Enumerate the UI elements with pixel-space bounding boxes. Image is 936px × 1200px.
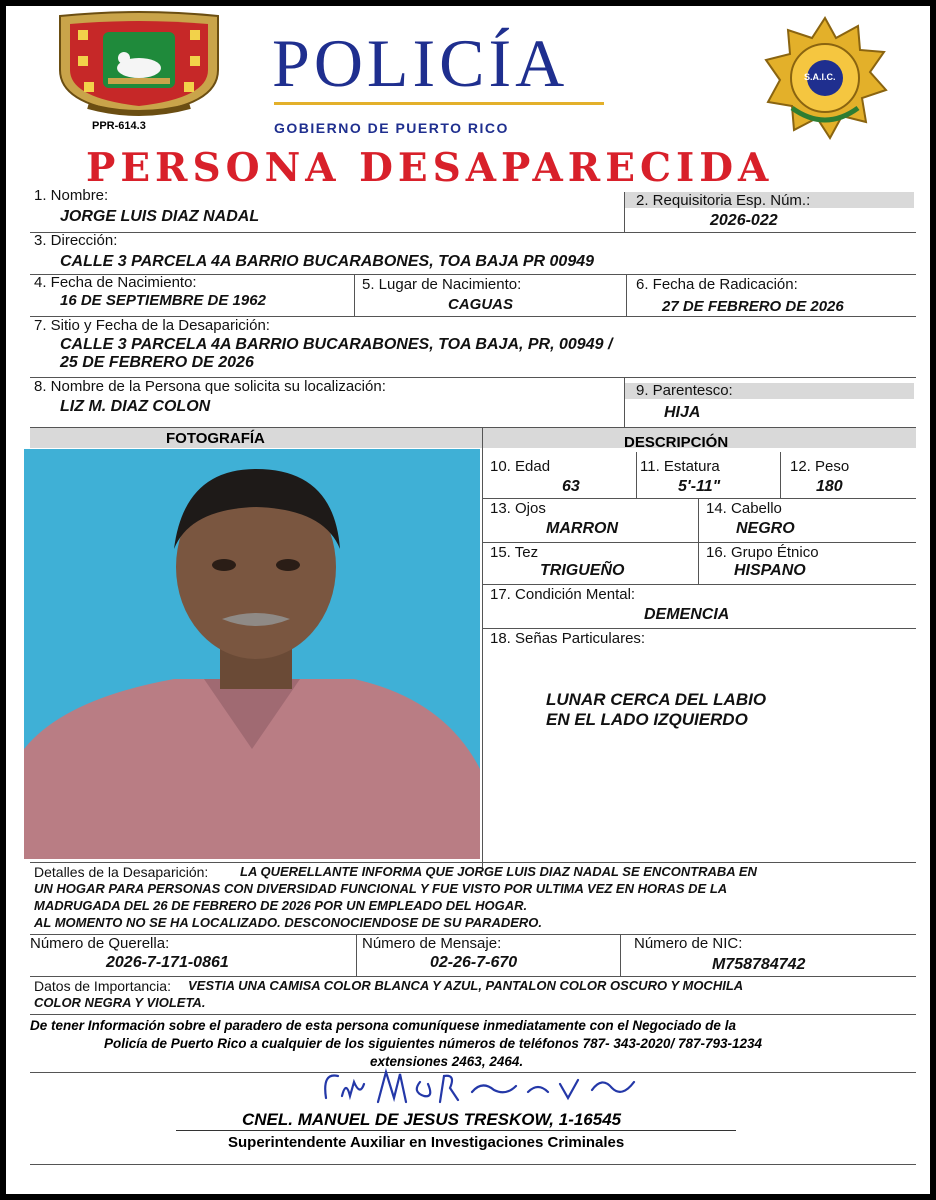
detalles-line2: UN HOGAR PARA PERSONAS CON DIVERSIDAD FUNCIONAL Y FUE VISTO POR ULTIMA VEZ EN HORAS DE LA — [34, 881, 728, 896]
title-gold-rule — [274, 102, 604, 105]
value-parentesco: HIJA — [664, 404, 701, 421]
label-querella: Número de Querella: — [30, 935, 170, 952]
value-senas-line1: LUNAR CERCA DEL LABIO — [546, 690, 767, 709]
divider — [698, 498, 699, 542]
divider — [624, 378, 625, 428]
badge-center-text: S.A.I.C. — [804, 72, 836, 82]
value-sitio-fecha-line2: 25 DE FEBRERO DE 2026 — [60, 354, 254, 371]
label-ojos: 13. Ojos — [490, 500, 546, 517]
value-grupo-etnico: HISPANO — [734, 562, 806, 579]
divider — [482, 498, 916, 499]
value-nombre: JORGE LUIS DIAZ NADAL — [60, 208, 260, 225]
missing-person-flyer — [6, 6, 930, 1194]
detalles-line1: LA QUERELLANTE INFORMA QUE JORGE LUIS DIAZ NADAL SE ENCONTRABA EN — [240, 864, 757, 879]
divider — [30, 976, 916, 977]
value-tez: TRIGUEÑO — [540, 562, 625, 579]
signature — [316, 1062, 656, 1112]
value-solicitante: LIZ M. DIAZ COLON — [60, 398, 211, 415]
label-importancia: Datos de Importancia: — [34, 978, 171, 994]
label-edad: 10. Edad — [490, 458, 551, 475]
label-mensaje: Número de Mensaje: — [362, 935, 502, 952]
label-peso: 12. Peso — [790, 458, 850, 475]
divider — [30, 862, 916, 863]
value-nic: M758784742 — [712, 956, 806, 973]
divider — [30, 1164, 916, 1165]
divider — [354, 274, 355, 316]
value-sitio-fecha-line1: CALLE 3 PARCELA 4A BARRIO BUCARABONES, TOA BAJA, PR, 00949 / — [60, 336, 613, 353]
divider — [636, 452, 637, 498]
label-cabello: 14. Cabello — [706, 500, 782, 517]
contact-line3: extensiones 2463, 2464. — [370, 1054, 524, 1069]
value-querella: 2026-7-171-0861 — [106, 954, 229, 971]
label-senas-particulares: 18. Señas Particulares: — [490, 630, 646, 647]
divider — [30, 232, 916, 233]
label-lugar-nacimiento: 5. Lugar de Nacimiento: — [362, 276, 522, 293]
value-mensaje: 02-26-7-670 — [430, 954, 518, 971]
detalles-line4: AL MOMENTO NO SE HA LOCALIZADO. DESCONOCIENDOSE DE SU PARADERO. — [34, 915, 542, 930]
value-estatura: 5'-11" — [678, 478, 721, 495]
divider — [698, 542, 699, 584]
divider — [780, 452, 781, 498]
page-title: POLICÍA — [272, 25, 569, 101]
photo-header: FOTOGRAFÍA — [166, 430, 265, 447]
government-line: GOBIERNO DE PUERTO RICO — [274, 120, 509, 136]
divider — [626, 274, 627, 316]
value-fecha-radicacion: 27 DE FEBRERO DE 2026 — [662, 298, 844, 315]
value-senas-line2: EN EL LADO IZQUIERDO — [546, 710, 748, 729]
label-estatura: 11. Estatura — [640, 458, 720, 475]
label-sitio-fecha: 7. Sitio y Fecha de la Desaparición: — [34, 317, 270, 334]
description-header: DESCRIPCIÓN — [624, 434, 729, 451]
value-direccion: CALLE 3 PARCELA 4A BARRIO BUCARABONES, TOA BAJA PR 00949 — [60, 253, 595, 270]
divider — [30, 1014, 916, 1015]
signature-line — [176, 1130, 736, 1131]
officer-name: CNEL. MANUEL DE JESUS TRESKOW, 1-16545 — [242, 1110, 622, 1129]
value-condicion-mental: DEMENCIA — [644, 606, 730, 623]
label-grupo-etnico: 16. Grupo Étnico — [706, 544, 819, 561]
label-detalles: Detalles de la Desaparición: — [34, 864, 209, 880]
gray-band — [30, 428, 916, 448]
label-condicion-mental: 17. Condición Mental: — [490, 586, 636, 603]
label-parentesco: 9. Parentesco: — [636, 382, 733, 399]
label-fecha-nacimiento: 4. Fecha de Nacimiento: — [34, 274, 197, 291]
label-solicitante: 8. Nombre de la Persona que solicita su localización: — [34, 378, 386, 395]
divider — [620, 934, 621, 976]
divider — [482, 628, 916, 629]
divider — [482, 428, 483, 868]
divider — [482, 542, 916, 543]
missing-person-photo — [24, 449, 480, 859]
value-peso: 180 — [816, 478, 843, 495]
value-fecha-nacimiento: 16 DE SEPTIEMBRE DE 1962 — [60, 292, 266, 309]
label-tez: 15. Tez — [490, 544, 539, 561]
divider — [624, 192, 625, 232]
form-code: PPR-614.3 — [92, 120, 146, 132]
banner-title: PERSONA DESAPARECIDA — [86, 145, 774, 191]
label-nombre: 1. Nombre: — [34, 187, 109, 204]
value-requisitoria: 2026-022 — [710, 212, 778, 229]
importancia-line1: VESTIA UNA CAMISA COLOR BLANCA Y AZUL, PANTALON COLOR OSCURO Y MOCHILA — [188, 978, 744, 993]
divider — [356, 934, 357, 976]
label-requisitoria: 2. Requisitoria Esp. Núm.: — [636, 192, 811, 209]
label-direccion: 3. Dirección: — [34, 232, 118, 249]
officer-title: Superintendente Auxiliar en Investigaciones Criminales — [228, 1134, 625, 1151]
label-nic: Número de NIC: — [634, 935, 743, 952]
contact-line1: De tener Información sobre el paradero de esta persona comuníquese inmediatamente con el Negociado de la — [30, 1018, 736, 1033]
divider — [482, 584, 916, 585]
coat-of-arms-icon — [48, 10, 230, 118]
label-fecha-radicacion: 6. Fecha de Radicación: — [636, 276, 798, 293]
importancia-line2: COLOR NEGRA Y VIOLETA. — [34, 995, 206, 1010]
detalles-line3: MADRUGADA DEL 26 DE FEBRERO DE 2026 POR UN EMPLEADO DEL HOGAR. — [34, 898, 528, 913]
contact-line2: Policía de Puerto Rico a cualquier de los siguientes números de teléfonos 787- 343-2020/ 787-793-1234 — [104, 1036, 763, 1051]
value-cabello: NEGRO — [736, 520, 795, 537]
value-edad: 63 — [562, 478, 580, 495]
value-lugar-nacimiento: CAGUAS — [448, 296, 514, 313]
value-ojos: MARRON — [546, 520, 618, 537]
